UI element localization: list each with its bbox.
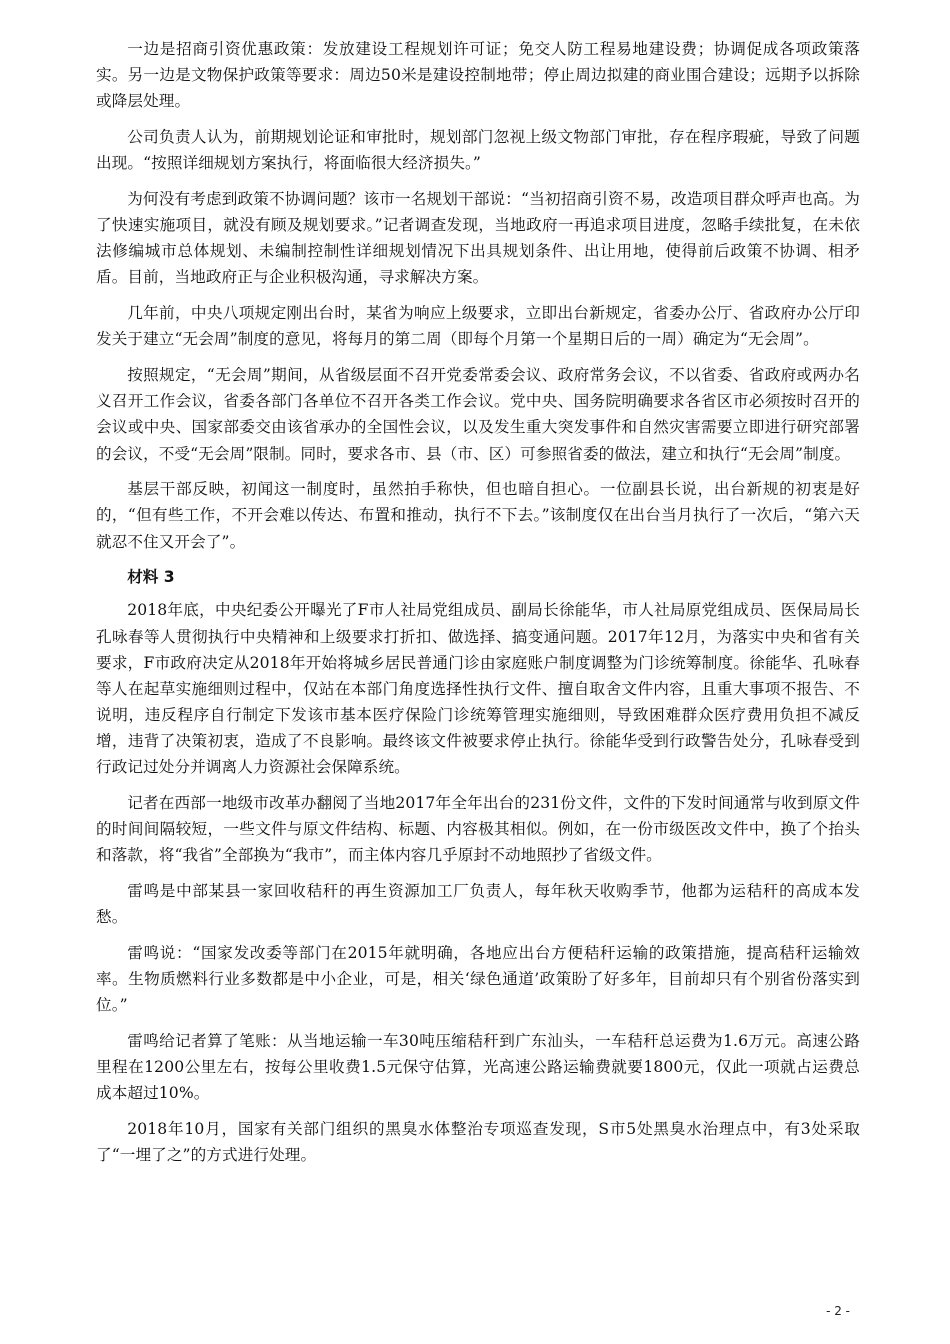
section-heading: 材料 3 xyxy=(127,568,175,587)
paragraph: 按照规定，“无会周”期间，从省级层面不召开党委常委会议、政府常务会议，不以省委、省政府或两办名义召开工作会议，省委各部门各单位不召开各类工作会议。党中央、国务院明确要求各省区市必须按时召开的会议或中央、国家部委交由该省承办的全国性会议，以及发生重大突发事件和自然灾害需要立即进行研究部署的会议，不受“无会周”限制。同时，要求各市、县（市、区）可参照省委的做法，建立和执行“无会周”制度。 xyxy=(96,366,860,463)
paragraph: 2018年底，中央纪委公开曝光了F市人社局党组成员、副局长徐能华，市人社局原党组成员、医保局局长孔咏春等人贯彻执行中央精神和上级要求打折扣、做选择、搞变通问题。2017年12月，为落实中央和省有关要求，F市政府决定从2018年开始将城乡居民普通门诊由家庭账户制度调整为门诊统筹制度。徐能华、孔咏春等人在起草实施细则过程中，仅站在本部门角度选择性执行文件、擅自取舍文件内容，且重大事项不报告、不说明，违反程序自行制定下发该市基本医疗保险门诊统筹管理实施细则，导致困难群众医疗费用负担不减反增，违背了决策初衷，造成了不良影响。最终该文件被要求停止执行。徐能华受到行政警告处分，孔咏春受到行政记过处分并调离人力资源社会保障系统。 xyxy=(96,601,860,777)
paragraph: 为何没有考虑到政策不协调问题？该市一名规划干部说：“当初招商引资不易，改造项目群众呼声也高。为了快速实施项目，就没有顾及规划要求。”记者调查发现，当地政府一再追求项目进度，忽略手续批复，在未依法修编城市总体规划、未编制控制性详细规划情况下出具规划条件、出让用地，使得前后政策不协调、相矛盾。目前，当地政府正与企业积极沟通，寻求解决方案。 xyxy=(96,190,860,287)
paragraph: 雷鸣给记者算了笔账：从当地运输一车30吨压缩秸秆到广东汕头，一车秸秆总运费为1.6万元。高速公路里程在1200公里左右，按每公里收费1.5元保守估算，光高速公路运输费就要1800元，仅此一项就占运费总成本超过10%。 xyxy=(96,1032,860,1103)
paragraph: 雷鸣说：“国家发改委等部门在2015年就明确，各地应出台方便秸秆运输的政策措施，提高秸秆运输效率。生物质燃料行业多数都是中小企业，可是，相关‘绿色通道’政策盼了好多年，目前却只有个别省份落实到位。” xyxy=(96,943,860,1015)
paragraph: 雷鸣是中部某县一家回收秸秆的再生资源加工厂负责人，每年秋天收购季节，他都为运秸秆的高成本发愁。 xyxy=(96,882,860,927)
paragraph: 2018年10月，国家有关部门组织的黑臭水体整治专项巡查发现，S市5处黑臭水治理点中，有3处采取了“一埋了之”的方式进行处理。 xyxy=(96,1120,860,1165)
paragraph: 几年前，中央八项规定刚出台时，某省为响应上级要求，立即出台新规定，省委办公厅、省政府办公厅印发关于建立“无会周”制度的意见，将每月的第二周（即每个月第一个星期日后的一周）确定为“无会周”。 xyxy=(96,304,860,349)
document-page xyxy=(96,36,860,1178)
paragraph: 公司负责人认为，前期规划论证和审批时，规划部门忽视上级文物部门审批，存在程序瑕疵，导致了问题出现。“按照详细规划方案执行，将面临很大经济损失。” xyxy=(96,128,860,173)
paragraph: 一边是招商引资优惠政策：发放建设工程规划许可证；免交人防工程易地建设费；协调促成各项政策落实。另一边是文物保护政策等要求：周边50米是建设控制地带；停止周边拟建的商业围合建设；远期予以拆除或降层处理。 xyxy=(96,40,860,111)
paragraph: 记者在西部一地级市改革办翻阅了当地2017年全年出台的231份文件，文件的下发时间通常与收到原文件的时间间隔较短，一些文件与原文件结构、标题、内容极其相似。例如，在一份市级医改文件中，换了个抬头和落款，将“我省”全部换为“我市”，而主体内容几乎原封不动地照抄了省级文件。 xyxy=(96,793,860,865)
paragraph: 基层干部反映，初闻这一制度时，虽然拍手称快，但也暗自担心。一位副县长说，出台新规的初衷是好的，“但有些工作，不开会难以传达、布置和推动，执行不下去。”该制度仅在出台当月执行了一次后，“第六天就忍不住又开会了”。 xyxy=(96,480,860,551)
page-number: - 2 - xyxy=(826,1304,850,1318)
